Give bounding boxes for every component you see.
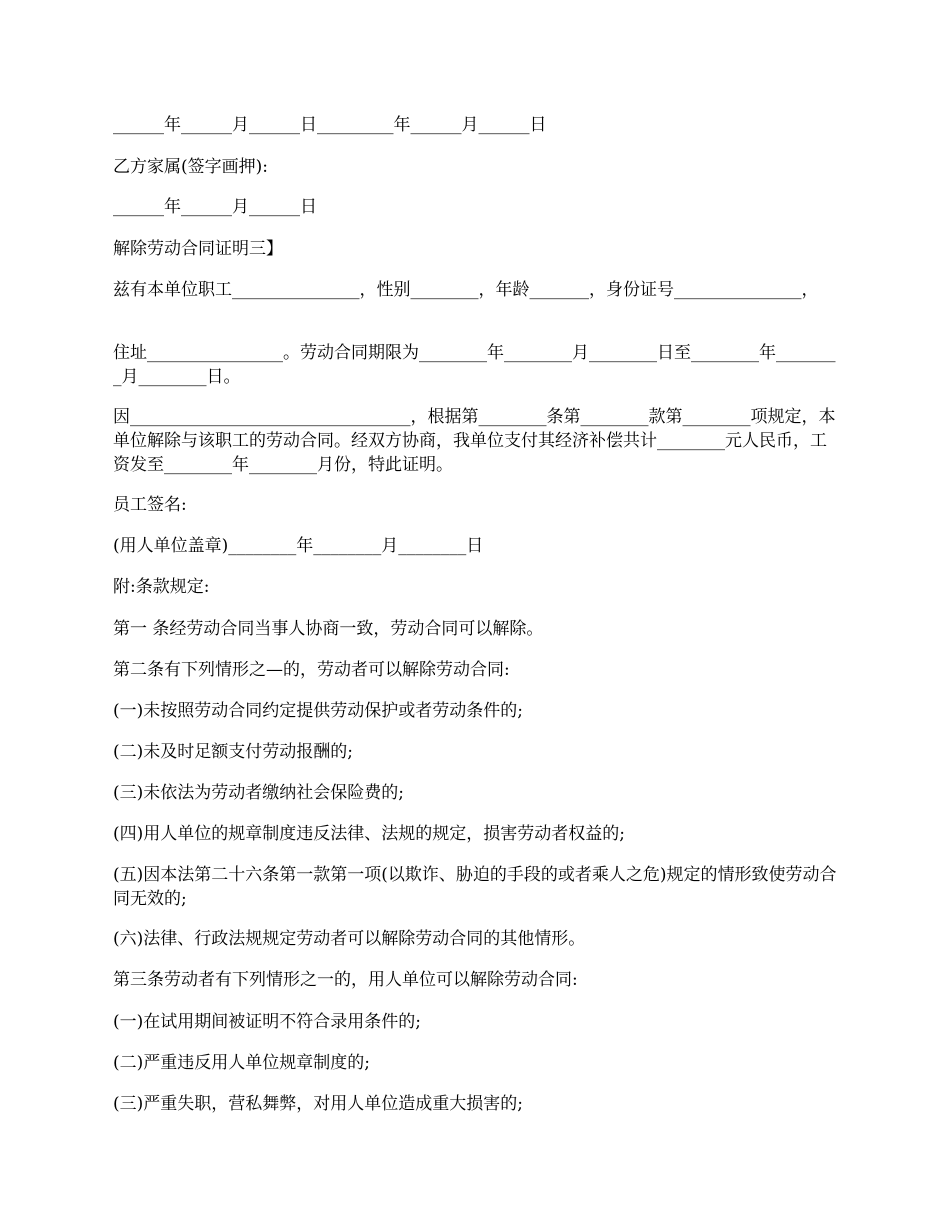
- address-term-paragraph: 住址________________。劳动合同期限为________年________月________日至________年________月________日。: [113, 343, 836, 387]
- article-two-item-5: (五)因本法第二十六条第一款第一项(以欺诈、胁迫的手段的或者乘人之危)规定的情形致使劳动合同无效的;: [113, 865, 837, 909]
- article-three-item-1: (一)在试用期间被证明不符合录用条件的;: [113, 1012, 421, 1032]
- section-heading: 解除劳动合同证明三】: [113, 239, 283, 259]
- article-two-item-4: (四)用人单位的规章制度违反法律、法规的规定，损害劳动者权益的;: [113, 824, 625, 844]
- article-two-item-1: (一)未按照劳动合同约定提供劳动保护或者劳动条件的;: [113, 701, 523, 721]
- employee-signature-label: 员工签名:: [113, 495, 187, 515]
- article-two-item-2: (二)未及时足额支付劳动报酬的;: [113, 742, 353, 762]
- family-date-line: ______年______月______日: [113, 197, 317, 217]
- family-signature-label: 乙方家属(签字画押):: [113, 157, 268, 177]
- article-three-item-3: (三)严重失职，营私舞弊，对用人单位造成重大损害的;: [113, 1094, 523, 1114]
- article-three-item-2: (二)严重违反用人单位规章制度的;: [113, 1053, 370, 1073]
- company-seal-line: (用人单位盖章)________年________月________日: [113, 536, 484, 556]
- article-two: 第二条有下列情形之—的，劳动者可以解除劳动合同:: [113, 660, 510, 680]
- article-two-item-6: (六)法律、行政法规规定劳动者可以解除劳动合同的其他情形。: [113, 929, 586, 949]
- employee-info-paragraph: 兹有本单位职工_______________，性别________，年龄_______，身份证号_______________，: [113, 280, 819, 300]
- appendix-heading: 附:条款规定:: [113, 577, 210, 597]
- article-one: 第一 条经劳动合同当事人协商一致，劳动合同可以解除。: [113, 619, 544, 639]
- article-two-item-3: (三)未依法为劳动者缴纳社会保险费的;: [113, 783, 404, 803]
- article-three: 第三条劳动者有下列情形之一的，用人单位可以解除劳动合同:: [113, 970, 578, 990]
- signature-date-line: ______年______月______日_________年______月______日: [113, 115, 547, 135]
- termination-reason-paragraph: 因_________________________________，根据第________条第________款第________项规定，本单位解除与该职工的劳动合同。经双方协商，我单位支付其经济补偿共计________元人民币，工资发至________年________月份，特此证明。: [113, 407, 836, 475]
